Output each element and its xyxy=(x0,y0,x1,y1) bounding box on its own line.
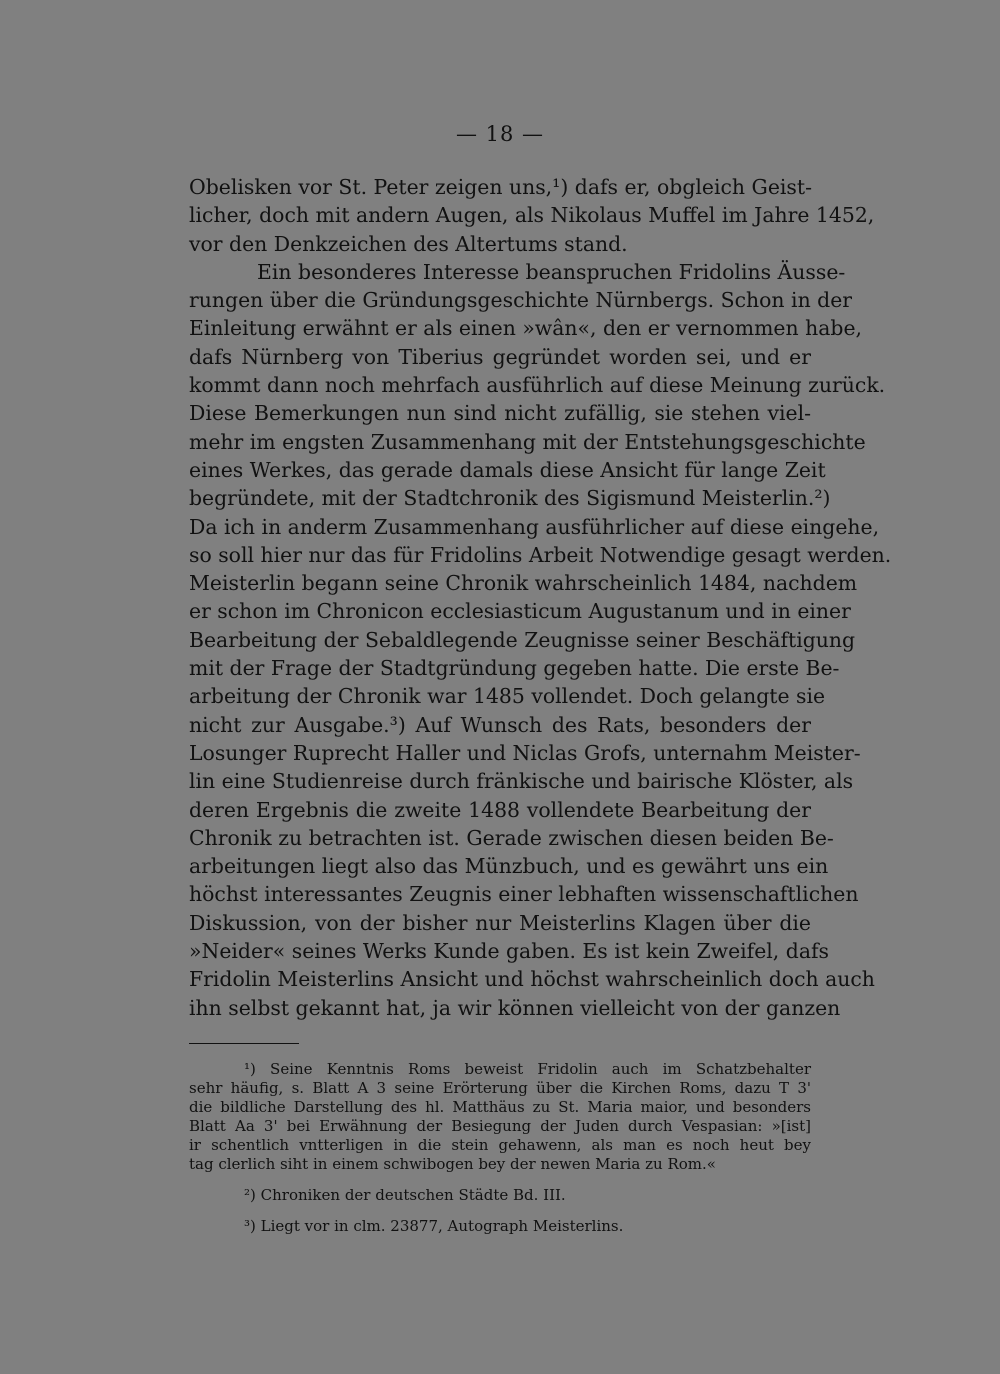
footnote-line: Blatt Aa 3' bei Erwähnung der Besiegung der Juden durch Vespasian: »[ist] xyxy=(189,1117,811,1135)
text-line: kommt dann noch mehrfach ausführlich auf diese Meinung zurück. xyxy=(189,373,886,398)
text-line: mit der Frage der Stadtgründung gegeben hatte. Die erste Be- xyxy=(189,656,840,681)
footnote-separator xyxy=(189,1043,299,1044)
footnote-line: die bildliche Darstellung des hl. Matthäus zu St. Maria maior, und besonders xyxy=(189,1098,811,1116)
text-line: Diese Bemerkungen nun sind nicht zufällig, sie stehen viel- xyxy=(189,401,811,426)
text-line: nicht zur Ausgabe.³) Auf Wunsch des Rats, besonders der xyxy=(189,712,811,737)
text-line: höchst interessantes Zeugnis einer lebhaften wissenschaftlichen xyxy=(189,882,859,907)
text-line: rungen über die Gründungsgeschichte Nürnbergs. Schon in der xyxy=(189,288,853,313)
footnote-1 xyxy=(189,1060,811,1174)
text-line: »Neider« seines Werks Kunde gaben. Es ist kein Zweifel, dafs xyxy=(189,939,829,964)
footnote-3 xyxy=(189,1217,811,1236)
text-line: arbeitungen liegt also das Münzbuch, und es gewährt uns ein xyxy=(189,854,829,879)
text-line: so soll hier nur das für Fridolins Arbeit Notwendige gesagt werden. xyxy=(189,542,892,567)
text-line: Meisterlin begann seine Chronik wahrscheinlich 1484, nachdem xyxy=(189,571,858,596)
footnote-2 xyxy=(189,1186,811,1205)
text-line: licher, doch mit andern Augen, als Nikolaus Muffel im Jahre 1452, xyxy=(189,203,875,228)
footnotes xyxy=(189,1060,811,1248)
text-line: Chronik zu betrachten ist. Gerade zwischen diesen beiden Be- xyxy=(189,825,834,850)
text-line: arbeitung der Chronik war 1485 vollendet. Doch gelangte sie xyxy=(189,684,826,709)
footnote-line: ir schentlich vntterligen in die stein gehawenn, als man es noch heut bey xyxy=(189,1136,811,1154)
text-line: er schon im Chronicon ecclesiasticum Augustanum und in einer xyxy=(189,599,851,624)
text-line: Fridolin Meisterlins Ansicht und höchst wahrscheinlich doch auch xyxy=(189,967,875,992)
text-line: Losunger Ruprecht Haller und Niclas Grofs, unternahm Meister- xyxy=(189,740,861,765)
footnote-line: sehr häufig, s. Blatt A 3 seine Erörterung über die Kirchen Roms, dazu T 3' xyxy=(189,1079,811,1097)
text-line: Diskussion, von der bisher nur Meisterlins Klagen über die xyxy=(189,910,811,935)
text-line: lin eine Studienreise durch fränkische und bairische Klöster, als xyxy=(189,769,854,794)
text-line: deren Ergebnis die zweite 1488 vollendete Bearbeitung der xyxy=(189,797,811,822)
text-line: vor den Denkzeichen des Altertums stand. xyxy=(189,231,628,256)
text-line: mehr im engsten Zusammenhang mit der Entstehungsgeschichte xyxy=(189,429,866,454)
text-line: dafs Nürnberg von Tiberius gegründet worden sei, und er xyxy=(189,344,811,369)
footnote-line: ²) Chroniken der deutschen Städte Bd. III. xyxy=(244,1186,566,1204)
main-text xyxy=(189,173,892,1022)
text-line: begründete, mit der Stadtchronik des Sigismund Meisterlin.²) xyxy=(189,486,831,511)
text-line: Ein besonderes Interesse beanspruchen Fridolins Äusse- xyxy=(257,259,846,284)
text-line: Bearbeitung der Sebaldlegende Zeugnisse seiner Beschäftigung xyxy=(189,627,856,652)
text-line: eines Werkes, das gerade damals diese Ansicht für lange Zeit xyxy=(189,457,826,482)
page-number: — 18 — xyxy=(455,122,545,146)
footnote-line: tag clerlich siht in einem schwibogen bey der newen Maria zu Rom.« xyxy=(189,1155,716,1173)
text-line: Einleitung erwähnt er als einen »wân«, den er vernommen habe, xyxy=(189,316,863,341)
text-line: Obelisken vor St. Peter zeigen uns,¹) dafs er, obgleich Geist- xyxy=(189,175,812,199)
footnote-line: ³) Liegt vor in clm. 23877, Autograph Meisterlins. xyxy=(244,1217,624,1235)
footnote-line: ¹) Seine Kenntnis Roms beweist Fridolin auch im Schatzbehalter xyxy=(244,1060,811,1078)
text-line: ihn selbst gekannt hat, ja wir können vielleicht von der ganzen xyxy=(189,995,841,1020)
text-line: Da ich in anderm Zusammenhang ausführlicher auf diese eingehe, xyxy=(189,514,880,539)
